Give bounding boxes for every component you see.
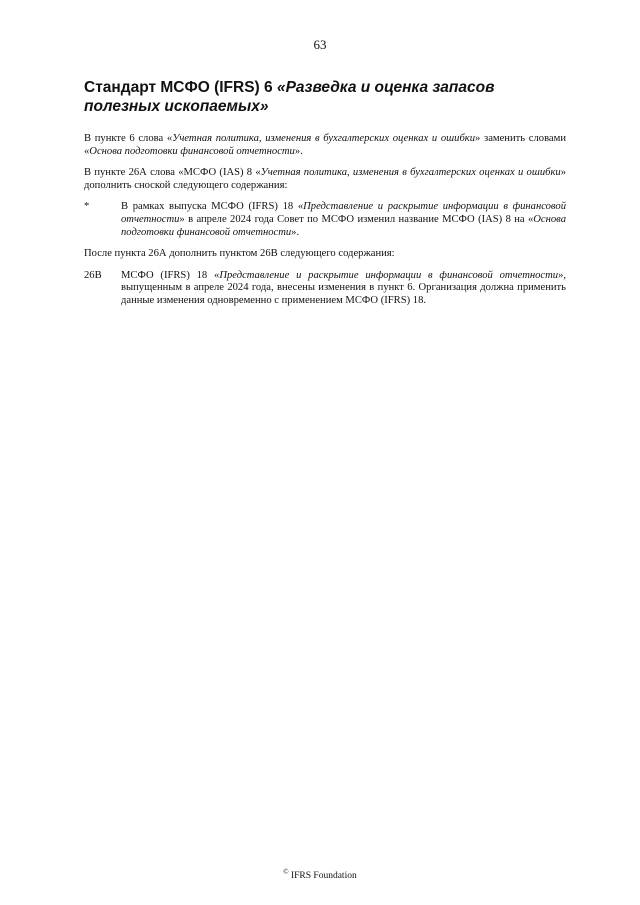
- text-run: » дополнить сноской следующего содержания:: [84, 167, 566, 191]
- heading-plain: Стандарт МСФО (IFRS) 6: [84, 79, 277, 96]
- heading-italic: «Разведка и оценка запасов полезных ископаемых»: [84, 79, 495, 115]
- paragraph-26b-text: [121, 270, 566, 308]
- text-run: В пункте 26А слова «МСФО (IAS) 8 «: [84, 167, 261, 179]
- footer-copyright: [0, 868, 640, 881]
- text-run: В рамках выпуска МСФО (IFRS) 18 «: [121, 201, 304, 213]
- text-run: В пункте 6 слова «: [84, 133, 173, 144]
- footnote-text: [121, 201, 566, 239]
- paragraph-26b: [84, 270, 566, 308]
- italic-run: Основа подготовки финансовой отчетности: [89, 145, 295, 157]
- text-run: ».: [291, 226, 300, 238]
- copyright-symbol: ©: [283, 868, 289, 876]
- paragraph-6-amendment: [84, 133, 566, 158]
- text-run: МСФО (IFRS) 18 «: [121, 269, 220, 281]
- text-run: » в апреле 2024 года Совет по МСФО изменил название МСФО (IAS) 8 на «: [179, 213, 534, 225]
- document-body: [84, 133, 566, 317]
- italic-run: Учетная политика, изменения в бухгалтерских оценках и ошибки: [260, 167, 561, 179]
- italic-run: Учетная политика, изменения в бухгалтерских оценках и ошибки: [172, 133, 476, 144]
- footnote-marker: *: [84, 201, 90, 213]
- italic-run: Основа подготовки финансовой отчетности: [121, 213, 566, 238]
- paragraph-26b-intro: После пункта 26А дополнить пунктом 26В следующего содержания:: [84, 248, 395, 260]
- footer-text: IFRS Foundation: [288, 871, 357, 882]
- text-run: ».: [294, 145, 303, 157]
- page-number: 63: [313, 37, 327, 52]
- paragraph-number: 26В: [84, 269, 102, 281]
- text-run: » заменить словами «: [84, 133, 567, 157]
- text-run: », выпущенным в апреле 2024 года, внесены изменения в пункт 6. Организация должна применить данные изменения одновременно с применением МСФО (IFRS) 18.: [121, 269, 567, 306]
- italic-run: Представление и раскрытие информации в финансовой отчетности: [121, 201, 566, 225]
- standard-heading: [84, 78, 554, 116]
- footnote-item: [84, 201, 566, 239]
- paragraph-26a-amendment: [84, 167, 566, 192]
- italic-run: Представление и раскрытие информации в финансовой отчетности: [219, 269, 559, 281]
